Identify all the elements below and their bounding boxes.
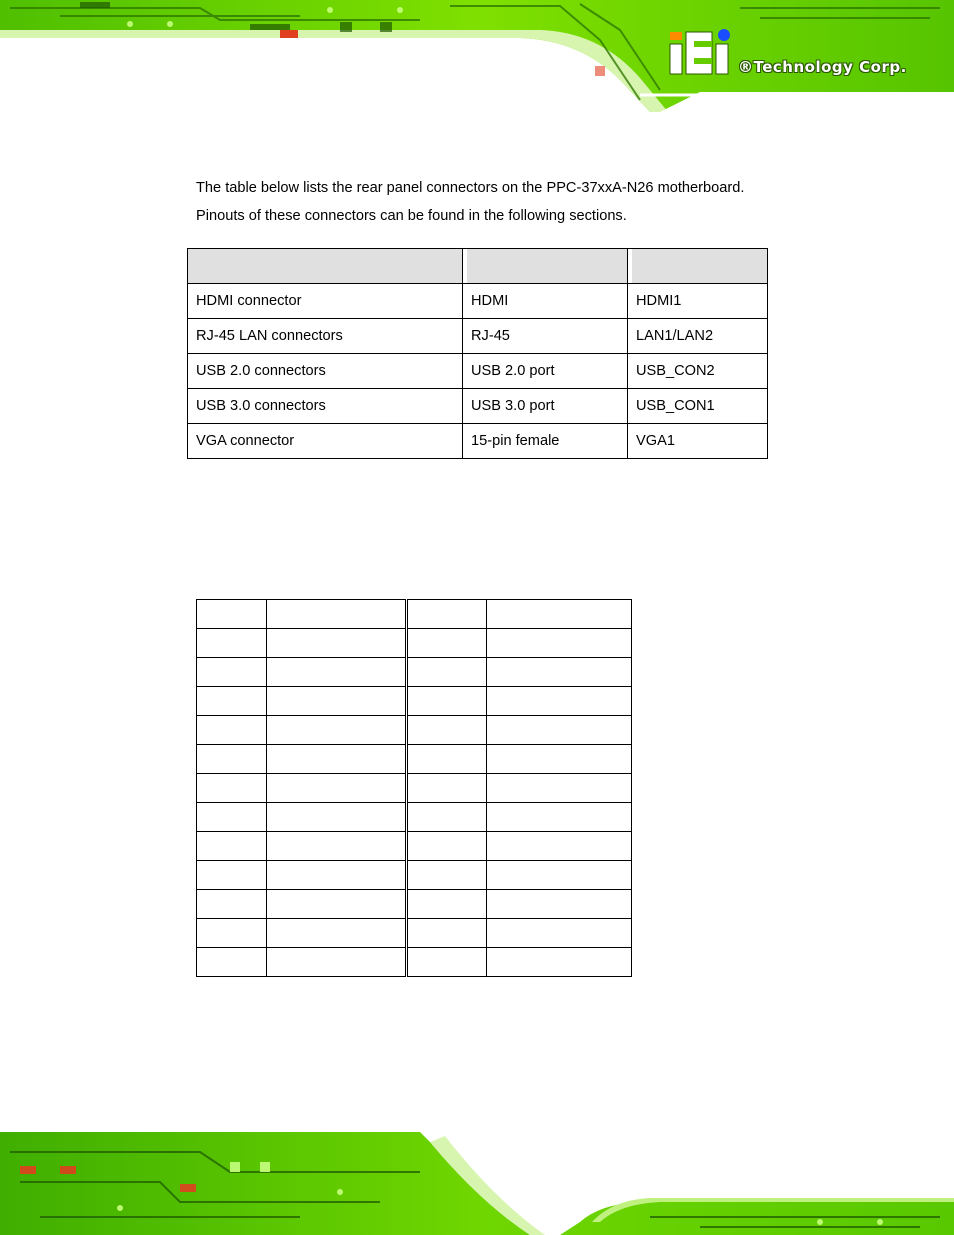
table-row bbox=[188, 319, 768, 354]
pinout-cell bbox=[487, 745, 632, 774]
pinout-cell bbox=[197, 861, 267, 890]
pinout-table-row bbox=[197, 629, 632, 658]
pinout-cell bbox=[267, 803, 407, 832]
pinout-cell bbox=[407, 745, 487, 774]
pinout-cell bbox=[267, 658, 407, 687]
pinout-cell bbox=[487, 832, 632, 861]
pinout-cell bbox=[267, 948, 407, 977]
connector-label: USB_CON1 bbox=[628, 389, 768, 424]
table-header-cell bbox=[463, 249, 628, 284]
pinout-table-row bbox=[197, 803, 632, 832]
pinout-cell bbox=[197, 948, 267, 977]
pinout-cell bbox=[267, 600, 407, 629]
pinout-cell bbox=[487, 687, 632, 716]
table-header-row bbox=[188, 249, 768, 284]
connector-label: LAN1/LAN2 bbox=[628, 319, 768, 354]
connector-type: 15-pin female bbox=[463, 424, 628, 459]
table-row bbox=[188, 284, 768, 319]
pinout-cell bbox=[267, 629, 407, 658]
pinout-cell bbox=[267, 861, 407, 890]
connector-label: VGA1 bbox=[628, 424, 768, 459]
connector-name: HDMI connector bbox=[188, 284, 463, 319]
connector-name: VGA connector bbox=[188, 424, 463, 459]
pinout-cell bbox=[487, 861, 632, 890]
pinout-cell bbox=[267, 774, 407, 803]
circuit-board-footer-graphic bbox=[0, 1122, 954, 1235]
pinout-table-row bbox=[197, 687, 632, 716]
pinout-cell bbox=[267, 919, 407, 948]
pinout-cell bbox=[407, 774, 487, 803]
pinout-cell bbox=[407, 716, 487, 745]
pinout-cell bbox=[197, 745, 267, 774]
pinout-cell bbox=[267, 687, 407, 716]
table-row bbox=[188, 389, 768, 424]
pinout-cell bbox=[407, 629, 487, 658]
pinout-cell bbox=[407, 948, 487, 977]
pinout-cell bbox=[487, 890, 632, 919]
pinout-cell bbox=[487, 658, 632, 687]
pinout-cell bbox=[487, 919, 632, 948]
pinout-cell bbox=[197, 716, 267, 745]
pinout-cell bbox=[407, 687, 487, 716]
table-header-cell bbox=[188, 249, 463, 284]
connector-name: USB 3.0 connectors bbox=[188, 389, 463, 424]
pinout-table-row bbox=[197, 774, 632, 803]
pinout-cell bbox=[197, 803, 267, 832]
pinout-cell bbox=[407, 861, 487, 890]
pinout-cell bbox=[487, 600, 632, 629]
pinout-cell bbox=[197, 629, 267, 658]
intro-paragraph bbox=[196, 174, 814, 230]
pinout-cell bbox=[197, 919, 267, 948]
pinout-table-row bbox=[197, 948, 632, 977]
pinout-cell bbox=[487, 948, 632, 977]
pinout-cell bbox=[267, 716, 407, 745]
pinout-cell bbox=[487, 774, 632, 803]
pinout-cell bbox=[197, 890, 267, 919]
iei-logo bbox=[668, 28, 938, 82]
pinout-table-row bbox=[197, 890, 632, 919]
pinout-cell bbox=[407, 890, 487, 919]
connector-type: USB 3.0 port bbox=[463, 389, 628, 424]
connector-label: HDMI1 bbox=[628, 284, 768, 319]
pinout-table-row bbox=[197, 600, 632, 629]
pinout-cell bbox=[487, 716, 632, 745]
connector-label: USB_CON2 bbox=[628, 354, 768, 389]
pinout-cell bbox=[407, 803, 487, 832]
pinout-cell bbox=[197, 774, 267, 803]
table-row bbox=[188, 424, 768, 459]
connector-type: RJ-45 bbox=[463, 319, 628, 354]
pinout-cell bbox=[487, 629, 632, 658]
pinout-cell bbox=[197, 832, 267, 861]
pinout-cell bbox=[197, 600, 267, 629]
pinout-cell bbox=[197, 687, 267, 716]
pinout-cell bbox=[407, 600, 487, 629]
connector-name: RJ-45 LAN connectors bbox=[188, 319, 463, 354]
pinout-cell bbox=[487, 803, 632, 832]
pinout-cell bbox=[267, 832, 407, 861]
pinout-cell bbox=[197, 658, 267, 687]
pinout-table-row bbox=[197, 861, 632, 890]
page-footer-banner bbox=[0, 1122, 954, 1235]
table-header-cell bbox=[628, 249, 768, 284]
pinout-cell bbox=[407, 919, 487, 948]
pinout-table-row bbox=[197, 716, 632, 745]
rear-panel-connectors-table bbox=[187, 248, 768, 459]
pinout-cell bbox=[267, 745, 407, 774]
pinout-table-row bbox=[197, 919, 632, 948]
pinout-cell bbox=[407, 832, 487, 861]
connector-name: USB 2.0 connectors bbox=[188, 354, 463, 389]
pinout-cell bbox=[267, 890, 407, 919]
pinout-cell bbox=[407, 658, 487, 687]
iei-logo-mark-icon bbox=[668, 28, 734, 76]
connector-type: HDMI bbox=[463, 284, 628, 319]
pinout-table-row bbox=[197, 658, 632, 687]
logo-wordmark: ®Technology Corp. bbox=[738, 58, 907, 76]
pinout-table-row bbox=[197, 832, 632, 861]
table-row bbox=[188, 354, 768, 389]
page-header-banner bbox=[0, 0, 954, 112]
intro-line-1: The table below lists the rear panel connectors on the PPC-37xxA-N26 motherboard. bbox=[196, 180, 745, 196]
pinout-table-row bbox=[197, 745, 632, 774]
connector-type: USB 2.0 port bbox=[463, 354, 628, 389]
intro-line-2: Pinouts of these connectors can be found in the following sections. bbox=[196, 208, 627, 224]
pinout-table bbox=[196, 599, 632, 977]
